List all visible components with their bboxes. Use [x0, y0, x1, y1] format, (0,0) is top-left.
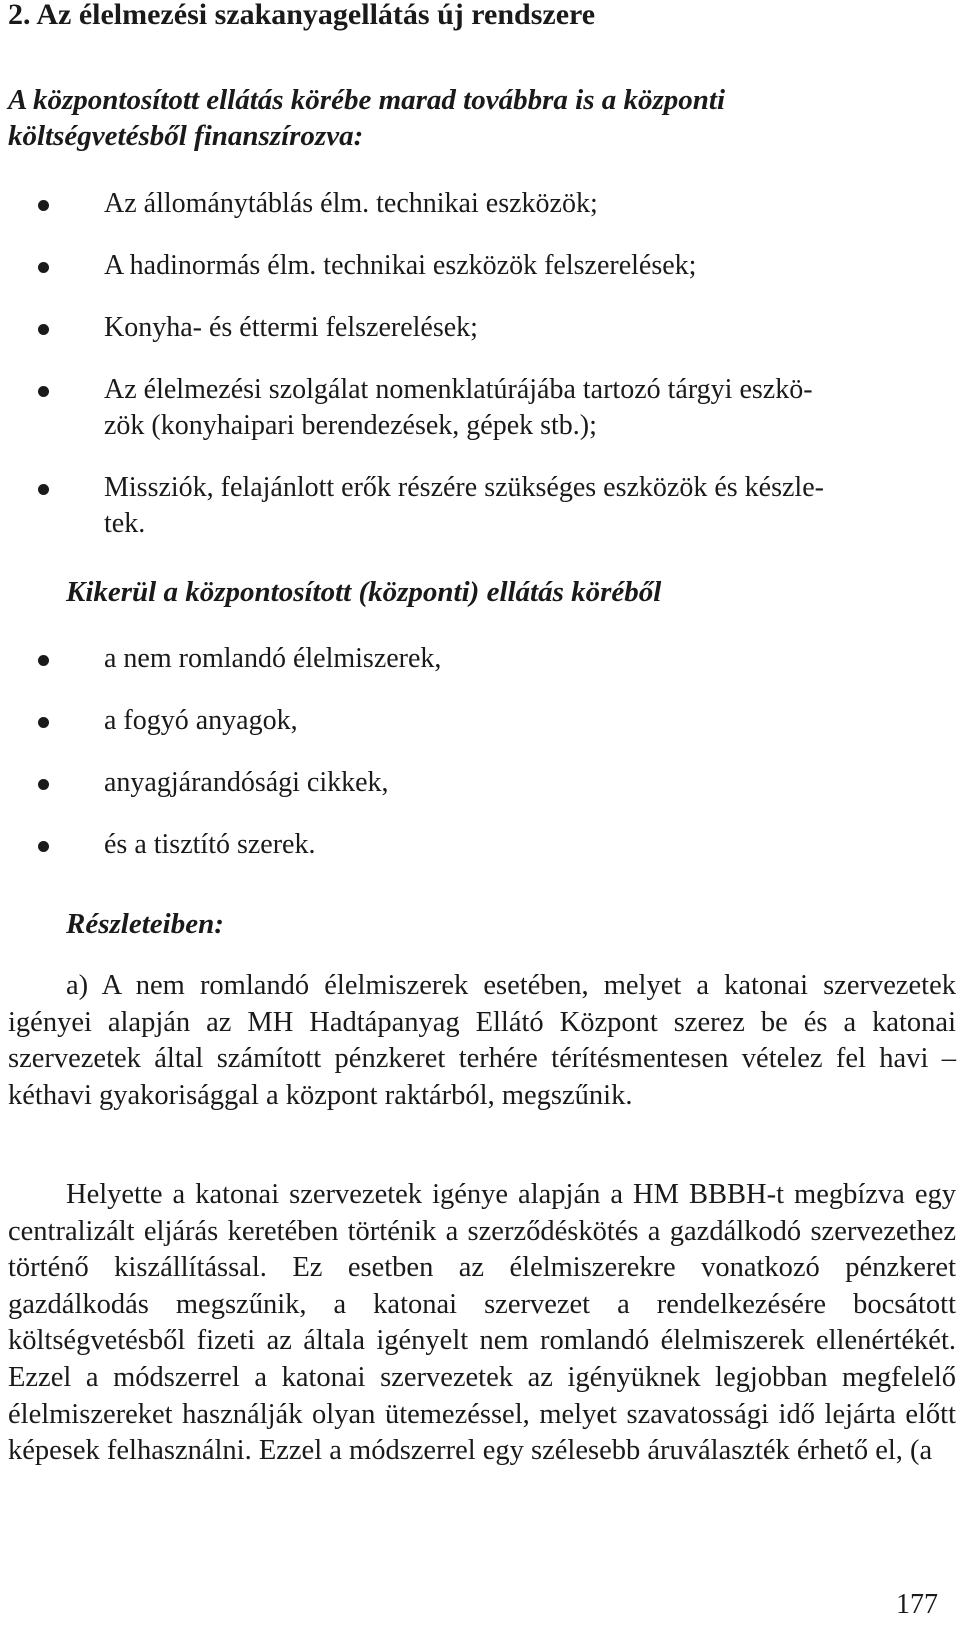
central-intro-line-1: A központosított ellátás körébe marad továbbra is a központi — [8, 84, 726, 116]
list-item-text: anyagjárandósági cikkek, — [104, 767, 389, 798]
list-item-text: a fogyó anyagok, — [104, 705, 298, 736]
list-item-text-continued: tek. — [104, 508, 146, 539]
removed-intro: Kikerül a központosított (központi) ellátás köréből — [66, 576, 662, 608]
bullet-icon — [38, 841, 49, 852]
bullet-icon — [38, 484, 49, 495]
section-heading: 2. Az élelmezési szakanyagellátás új rendszere — [8, 0, 596, 31]
list-item-text: és a tisztító szerek. — [104, 829, 316, 860]
paragraph-a — [8, 968, 956, 1114]
list-item-text: A hadinormás élm. technikai eszközök felszerelések; — [104, 250, 697, 281]
details-heading: Részleteiben: — [66, 908, 224, 940]
bullet-icon — [38, 262, 49, 273]
bullet-icon — [38, 655, 49, 666]
bullet-icon — [38, 717, 49, 728]
paragraph-a-text: a) A nem romlandó élelmiszerek esetében, melyet a katonai szervezetek igényei alapján az MH Hadtápanyag Ellátó Központ szerez be és a katonai szervezetek által számított pénzkeret terhére térítésmentesen vételez fel havi – kéthavi gyakorisággal a központ raktárból, megszűnik. — [8, 970, 956, 1111]
paragraph-b — [8, 1177, 956, 1470]
paragraph-b-text: Helyette a katonai szervezetek igénye alapján a HM BBBH-t megbízva egy centralizált eljárás keretében történik a szerződéskötés a gazdálkodó szervezethez történő kiszállítással. Ez esetben az élelmiszerekre vonatkozó pénzkeret gazdálkodás megszűnik, a katonai szervezet a rendelkezésére bocsátott költségvetésből fizeti az általa igényelt nem romlandó élelmiszerek ellenértékét. Ezzel a módszerrel a katonai szervezetek az igényüknek legjobban megfelelő élelmiszereket használják olyan ütemezéssel, melyet szavatossági idő lejárta előtt képesek felhasználni. Ezzel a módszerrel egy szélesebb áruválaszték érhető el, (a — [8, 1179, 956, 1467]
bullet-icon — [38, 200, 49, 211]
bullet-icon — [38, 779, 49, 790]
central-intro-line-2: költségvetésből finanszírozva: — [8, 120, 364, 152]
list-item-text: Az élelmezési szolgálat nomenklatúrájába tartozó tárgyi eszkö- — [104, 374, 813, 405]
list-item-text-continued: zök (konyhaipari berendezések, gépek stb.); — [104, 410, 597, 441]
list-item-text: Konyha- és éttermi felszerelések; — [104, 312, 478, 343]
list-item-text: a nem romlandó élelmiszerek, — [104, 643, 442, 674]
page-number: 177 — [896, 1589, 938, 1620]
bullet-icon — [38, 324, 49, 335]
list-item-text: Missziók, felajánlott erők részére szükséges eszközök és készle- — [104, 472, 824, 503]
bullet-icon — [38, 386, 49, 397]
list-item-text: Az állománytáblás élm. technikai eszközök; — [104, 188, 598, 219]
